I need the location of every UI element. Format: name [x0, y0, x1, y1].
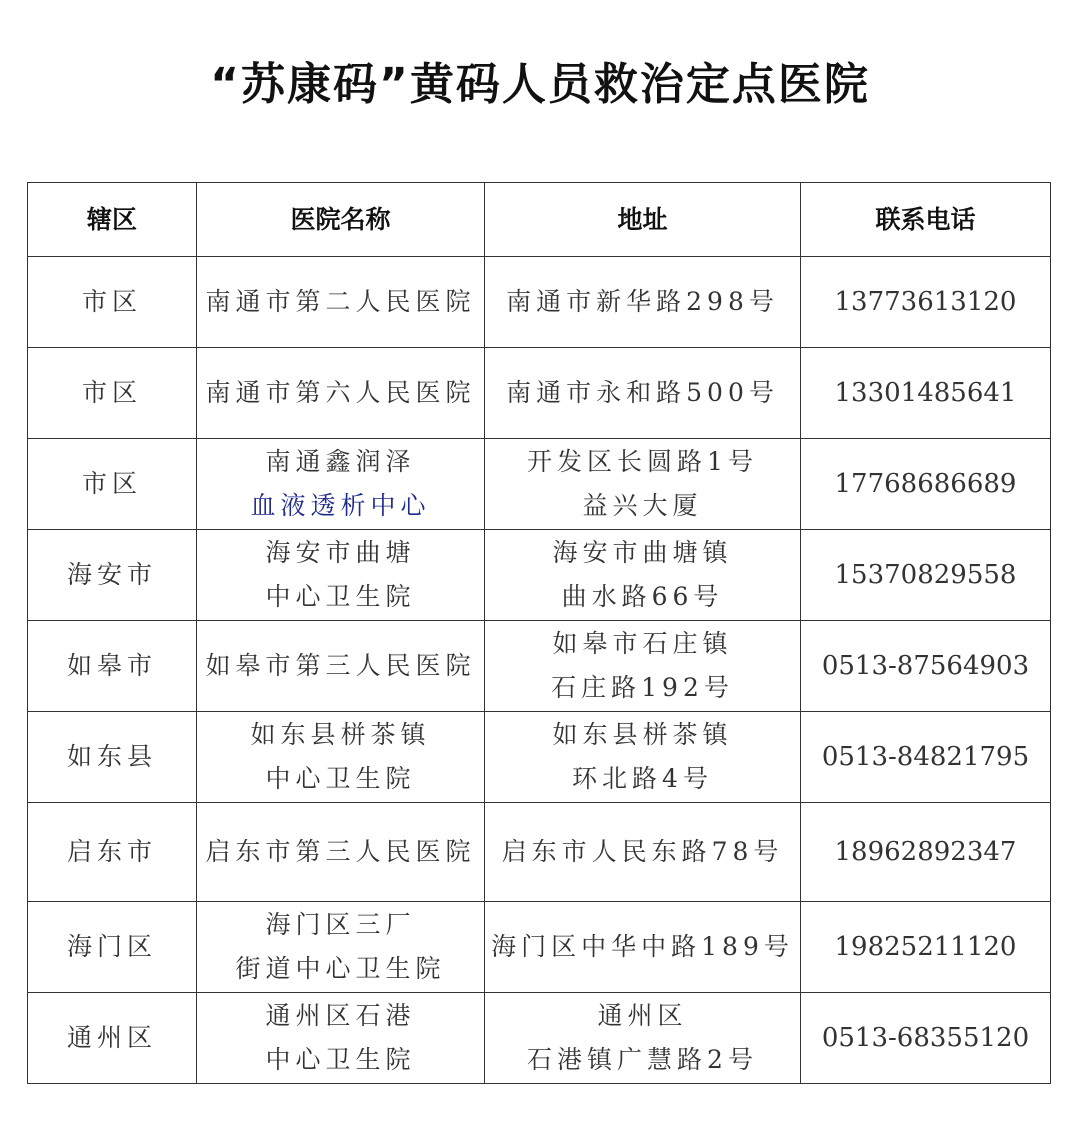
phone-cell: 13773613120 — [801, 257, 1051, 348]
hospital-name-line: 街道中心卫生院 — [235, 954, 446, 983]
hospital-name-line: 中心卫生院 — [265, 582, 416, 611]
hospital-name-line: 启东市第三人民医院 — [205, 837, 476, 866]
address-line: 通州区 — [597, 1001, 688, 1030]
hospital-name-line: 中心卫生院 — [265, 764, 416, 793]
address-cell — [485, 712, 801, 803]
district-cell: 海门区 — [28, 902, 197, 993]
district-cell: 如皋市 — [28, 621, 197, 712]
address-cell — [485, 803, 801, 902]
address-line: 南通市永和路500号 — [506, 378, 779, 407]
address-line: 曲水路66号 — [561, 582, 724, 611]
address-cell — [485, 530, 801, 621]
hospital-name-cell — [197, 621, 485, 712]
hospital-name-line: 南通市第二人民医院 — [205, 287, 476, 316]
table-row — [28, 902, 1051, 993]
address-line: 海门区中华中路189号 — [491, 932, 794, 961]
address-line: 益兴大厦 — [582, 491, 703, 520]
address-line: 如东县栟茶镇 — [552, 720, 733, 749]
phone-cell: 17768686689 — [801, 439, 1051, 530]
hospital-table — [27, 182, 1051, 1084]
table-row — [28, 712, 1051, 803]
address-cell — [485, 257, 801, 348]
address-line: 南通市新华路298号 — [506, 287, 779, 316]
hospital-name-cell — [197, 712, 485, 803]
district-cell: 通州区 — [28, 993, 197, 1084]
hospital-name-cell — [197, 530, 485, 621]
hospital-name-cell — [197, 993, 485, 1084]
address-cell — [485, 621, 801, 712]
address-cell — [485, 902, 801, 993]
page-title: “苏康码”黄码人员救治定点医院 — [210, 59, 870, 110]
address-line: 开发区长圆路1号 — [527, 447, 758, 476]
hospital-name-line: 中心卫生院 — [265, 1045, 416, 1074]
hospital-name-line: 如皋市第三人民医院 — [205, 651, 476, 680]
hospital-name-cell — [197, 439, 485, 530]
table-row — [28, 530, 1051, 621]
header-address: 地址 — [485, 183, 801, 257]
table-row — [28, 348, 1051, 439]
table-header-row — [28, 183, 1051, 257]
address-line: 石庄路192号 — [551, 673, 734, 702]
header-phone: 联系电话 — [801, 183, 1051, 257]
phone-cell: 0513-84821795 — [801, 712, 1051, 803]
header-hospital-name: 医院名称 — [197, 183, 485, 257]
address-line: 环北路4号 — [572, 764, 713, 793]
hospital-name-line: 海门区三厂 — [265, 910, 416, 939]
hospital-name-cell — [197, 803, 485, 902]
header-district: 辖区 — [28, 183, 197, 257]
address-line: 海安市曲塘镇 — [552, 538, 733, 567]
address-line: 石港镇广慧路2号 — [527, 1045, 758, 1074]
address-cell — [485, 348, 801, 439]
phone-cell: 0513-87564903 — [801, 621, 1051, 712]
district-cell: 启东市 — [28, 803, 197, 902]
table-row — [28, 257, 1051, 348]
hospital-name-cell — [197, 257, 485, 348]
hospital-name-cell — [197, 348, 485, 439]
district-cell: 市区 — [28, 439, 197, 530]
table-row — [28, 621, 1051, 712]
hospital-name-line: 南通市第六人民医院 — [205, 378, 476, 407]
district-cell: 市区 — [28, 257, 197, 348]
phone-cell: 13301485641 — [801, 348, 1051, 439]
address-line: 启东市人民东路78号 — [501, 837, 784, 866]
hospital-name-line: 如东县栟茶镇 — [250, 720, 431, 749]
phone-cell: 0513-68355120 — [801, 993, 1051, 1084]
address-cell — [485, 439, 801, 530]
address-cell — [485, 993, 801, 1084]
hospital-name-line-highlight: 血液透析中心 — [250, 491, 431, 520]
district-cell: 如东县 — [28, 712, 197, 803]
hospital-name-line: 海安市曲塘 — [265, 538, 416, 567]
table-row — [28, 993, 1051, 1084]
address-line: 如皋市石庄镇 — [552, 629, 733, 658]
district-cell: 海安市 — [28, 530, 197, 621]
phone-cell: 19825211120 — [801, 902, 1051, 993]
table-row — [28, 803, 1051, 902]
hospital-name-cell — [197, 902, 485, 993]
phone-cell: 15370829558 — [801, 530, 1051, 621]
table-row — [28, 439, 1051, 530]
hospital-name-line: 南通鑫润泽 — [265, 447, 416, 476]
phone-cell: 18962892347 — [801, 803, 1051, 902]
district-cell: 市区 — [28, 348, 197, 439]
hospital-name-line: 通州区石港 — [265, 1001, 416, 1030]
